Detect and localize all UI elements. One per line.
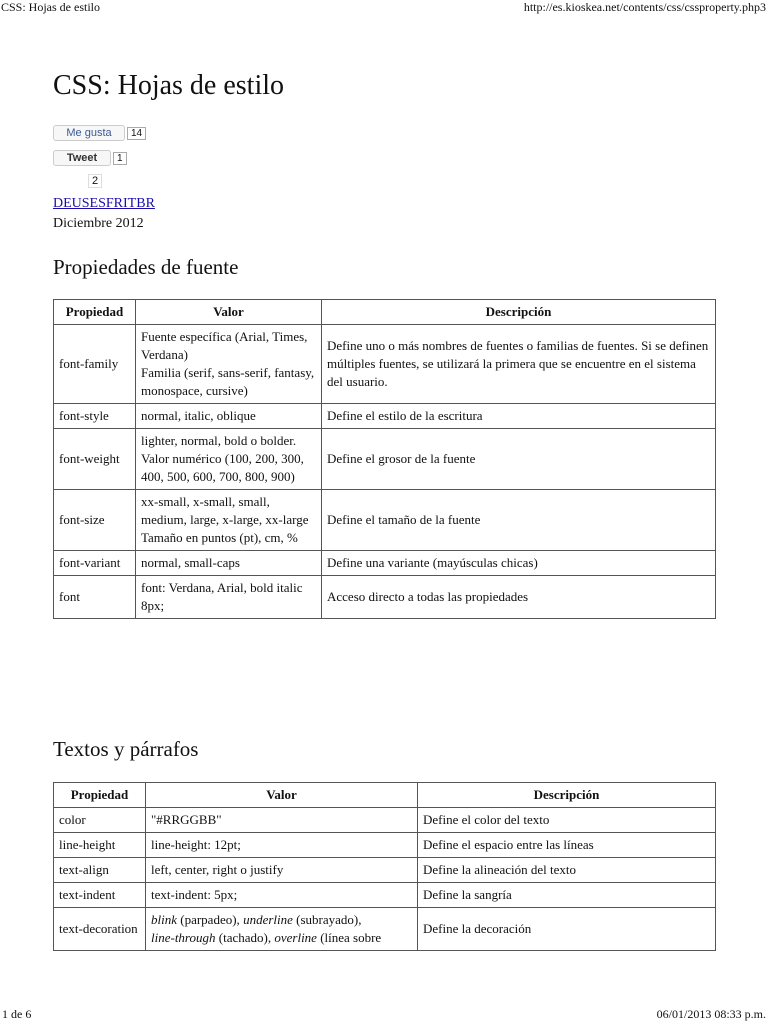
header-valor: Valor <box>136 300 322 325</box>
font-table-body <box>54 325 716 619</box>
cell-descripcion: Define uno o más nombres de fuentes o familias de fuentes. Si se definen múltiples fuentes, se utilizará la primera que se encuentre en el sistema del usuario. <box>322 325 716 404</box>
value-overline: overline <box>274 930 317 945</box>
publish-date: Diciembre 2012 <box>53 216 144 231</box>
value-underline-note: (subrayado), <box>292 912 362 927</box>
value-underline: underline <box>243 912 293 927</box>
cell-valor <box>146 908 418 951</box>
value-linethrough-note: (tachado), <box>215 930 275 945</box>
text-section-heading: Textos y párrafos <box>53 737 199 761</box>
table-row <box>54 325 716 404</box>
cell-descripcion: Define el estilo de la escritura <box>322 404 716 429</box>
cell-propiedad: font-variant <box>54 551 136 576</box>
language-link[interactable]: DEUSESFRITBR <box>53 196 155 211</box>
value-overline-note: (línea sobre <box>316 930 382 945</box>
table-row <box>54 883 716 908</box>
table-row <box>54 429 716 490</box>
header-propiedad: Propiedad <box>54 300 136 325</box>
like-count: 14 <box>127 127 146 140</box>
table-row <box>54 576 716 619</box>
cell-descripcion: Define la decoración <box>418 908 716 951</box>
page-title: CSS: Hojas de estilo <box>53 70 285 101</box>
font-section-heading: Propiedades de fuente <box>53 255 239 279</box>
table-row <box>54 551 716 576</box>
cell-propiedad: text-indent <box>54 883 146 908</box>
browser-title: CSS: Hojas de estilo <box>1 0 101 14</box>
cell-descripcion: Define el tamaño de la fuente <box>322 490 716 551</box>
cell-valor: "#RRGGBB" <box>146 808 418 833</box>
cell-valor: text-indent: 5px; <box>146 883 418 908</box>
cell-descripcion: Define una variante (mayúsculas chicas) <box>322 551 716 576</box>
table-row <box>54 908 716 951</box>
cell-descripcion: Define el espacio entre las líneas <box>418 833 716 858</box>
cell-propiedad: color <box>54 808 146 833</box>
cell-valor: xx-small, x-small, small, medium, large, x-large, xx-large Tamaño en puntos (pt), cm, % <box>136 490 322 551</box>
cell-valor: normal, italic, oblique <box>136 404 322 429</box>
cell-valor: line-height: 12pt; <box>146 833 418 858</box>
value-blink-note: (parpadeo), <box>177 912 244 927</box>
cell-propiedad: font-size <box>54 490 136 551</box>
text-table-body <box>54 808 716 908</box>
cell-descripcion: Define el grosor de la fuente <box>322 429 716 490</box>
table-row <box>54 833 716 858</box>
gplus-count: 2 <box>88 174 102 188</box>
cell-propiedad: text-align <box>54 858 146 883</box>
header-valor: Valor <box>146 783 418 808</box>
value-blink: blink <box>151 912 177 927</box>
cell-valor: lighter, normal, bold o bolder. Valor numérico (100, 200, 300, 400, 500, 600, 700, 800, 900) <box>136 429 322 490</box>
text-properties-table <box>53 782 716 951</box>
cell-descripcion: Acceso directo a todas las propiedades <box>322 576 716 619</box>
cell-valor: Fuente específica (Arial, Times, Verdana) Familia (serif, sans-serif, fantasy, monospace, cursive) <box>136 325 322 404</box>
cell-propiedad: text-decoration <box>54 908 146 951</box>
cell-propiedad: font-weight <box>54 429 136 490</box>
page-number: 1 de 6 <box>2 1007 32 1021</box>
page-url[interactable]: http://es.kioskea.net/contents/css/cssproperty.php3 <box>523 0 766 14</box>
cell-propiedad: font-style <box>54 404 136 429</box>
tweet-widget[interactable] <box>53 150 127 166</box>
cell-valor: font: Verdana, Arial, bold italic 8px; <box>136 576 322 619</box>
value-linethrough: line-through <box>151 930 216 945</box>
like-widget[interactable] <box>53 125 146 141</box>
cell-propiedad: font <box>54 576 136 619</box>
table-row <box>54 490 716 551</box>
tweet-count: 1 <box>113 152 127 165</box>
table-header-row <box>54 783 716 808</box>
table-row <box>54 858 716 883</box>
cell-propiedad: font-family <box>54 325 136 404</box>
tweet-button[interactable]: Tweet <box>53 150 111 166</box>
header-descripcion: Descripción <box>418 783 716 808</box>
header-descripcion: Descripción <box>322 300 716 325</box>
language-links[interactable] <box>53 196 155 212</box>
table-header-row <box>54 300 716 325</box>
cell-valor: normal, small-caps <box>136 551 322 576</box>
cell-descripcion: Define la alineación del texto <box>418 858 716 883</box>
cell-descripcion: Define la sangría <box>418 883 716 908</box>
print-timestamp: 06/01/2013 08:33 p.m. <box>656 1007 766 1021</box>
cell-valor: left, center, right o justify <box>146 858 418 883</box>
table-row <box>54 404 716 429</box>
table-row <box>54 808 716 833</box>
like-button[interactable]: Me gusta <box>53 125 125 141</box>
header-propiedad: Propiedad <box>54 783 146 808</box>
cell-propiedad: line-height <box>54 833 146 858</box>
cell-descripcion: Define el color del texto <box>418 808 716 833</box>
font-properties-table <box>53 299 716 619</box>
